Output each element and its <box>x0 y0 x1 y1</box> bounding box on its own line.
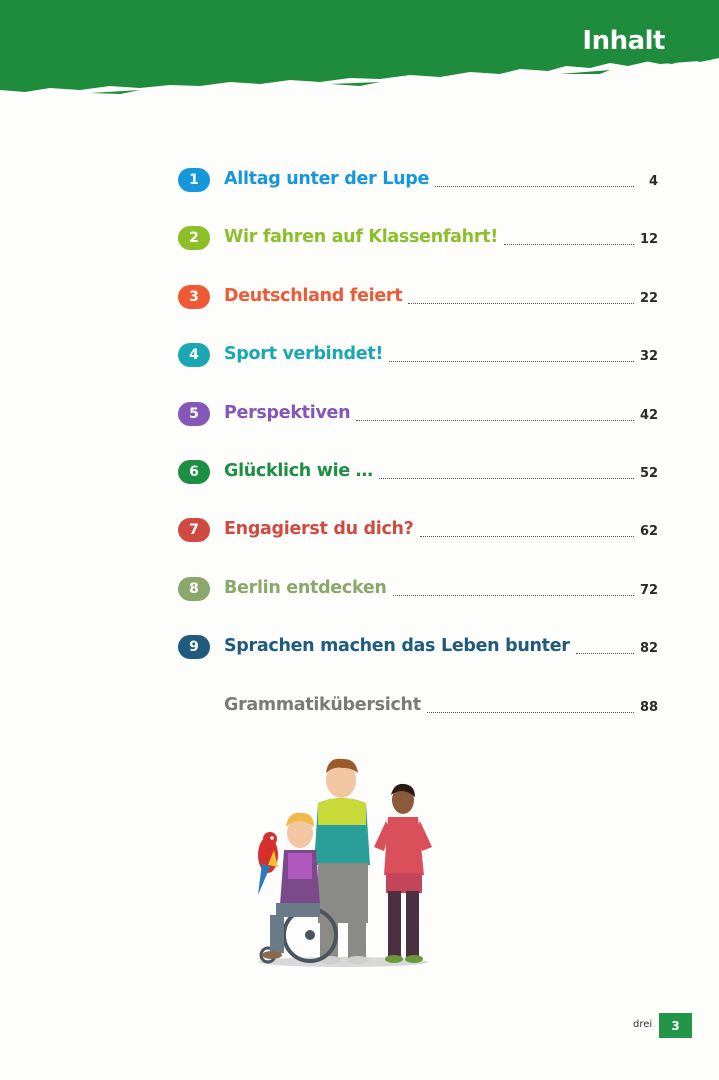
chapter-number-badge: 9 <box>178 635 210 659</box>
toc-entry[interactable] <box>178 398 658 456</box>
dot-leader <box>435 164 634 187</box>
chapter-number-badge: 6 <box>178 460 210 484</box>
chapter-page-number: 12 <box>640 232 659 248</box>
page-number-box: 3 <box>659 1013 692 1038</box>
dot-leader <box>576 631 634 654</box>
page-number-word: drei <box>633 1019 653 1030</box>
toc-entry[interactable] <box>178 690 658 748</box>
chapter-page-number: 88 <box>640 699 659 715</box>
dot-leader <box>389 339 634 362</box>
table-of-contents <box>178 164 658 748</box>
chapter-number-badge: 2 <box>178 226 210 250</box>
chapter-page-number: 52 <box>640 465 659 481</box>
chapter-number-badge: 4 <box>178 343 210 367</box>
page-title: Inhalt <box>582 26 665 56</box>
dot-leader <box>379 456 634 479</box>
toc-entry[interactable] <box>178 222 658 280</box>
chapter-page-number: 42 <box>640 407 659 423</box>
chapter-number-badge: 3 <box>178 285 210 309</box>
chapter-title[interactable]: Grammatikübersicht <box>224 694 421 715</box>
chapter-title[interactable]: Sport verbindet! <box>224 344 384 365</box>
chapter-number-badge: 8 <box>178 577 210 601</box>
chapter-page-number: 82 <box>640 641 659 657</box>
chapter-title[interactable]: Berlin entdecken <box>224 577 387 598</box>
chapter-page-number: 22 <box>640 290 659 306</box>
toc-entry[interactable] <box>178 631 658 689</box>
dot-leader <box>504 222 634 245</box>
chapter-page-number: 72 <box>640 582 659 598</box>
parrot-figure <box>258 832 278 895</box>
chapter-page-number: 4 <box>648 174 658 189</box>
boy-figure <box>314 759 370 964</box>
chapter-title[interactable]: Wir fahren auf Klassenfahrt! <box>224 227 498 248</box>
toc-entry[interactable] <box>178 514 658 572</box>
dot-leader <box>393 573 634 596</box>
chapter-number-badge: 1 <box>178 168 210 192</box>
dot-leader <box>356 398 634 421</box>
chapter-title[interactable]: Sprachen machen das Leben bunter <box>224 636 570 657</box>
toc-entry[interactable] <box>178 339 658 397</box>
chapter-number-badge: 7 <box>178 518 210 542</box>
toc-entry[interactable] <box>178 281 658 339</box>
chapter-page-number: 32 <box>640 349 659 365</box>
chapter-title[interactable]: Engagierst du dich? <box>224 519 414 540</box>
students-group-illustration <box>248 755 438 970</box>
dot-leader <box>427 690 634 713</box>
chapter-page-number: 62 <box>640 524 659 540</box>
chapter-title[interactable]: Alltag unter der Lupe <box>224 169 430 189</box>
chapter-title[interactable]: Glücklich wie … <box>224 460 373 481</box>
toc-entry[interactable] <box>178 456 658 514</box>
chapter-number-badge: 5 <box>178 402 210 426</box>
dot-leader <box>408 281 634 304</box>
toc-entry[interactable] <box>178 164 658 222</box>
girl-figure <box>374 784 432 963</box>
header-banner <box>0 0 719 100</box>
chapter-title[interactable]: Deutschland feiert <box>224 285 403 306</box>
chapter-title[interactable]: Perspektiven <box>224 402 351 423</box>
dot-leader <box>420 514 634 537</box>
toc-entry[interactable] <box>178 573 658 631</box>
